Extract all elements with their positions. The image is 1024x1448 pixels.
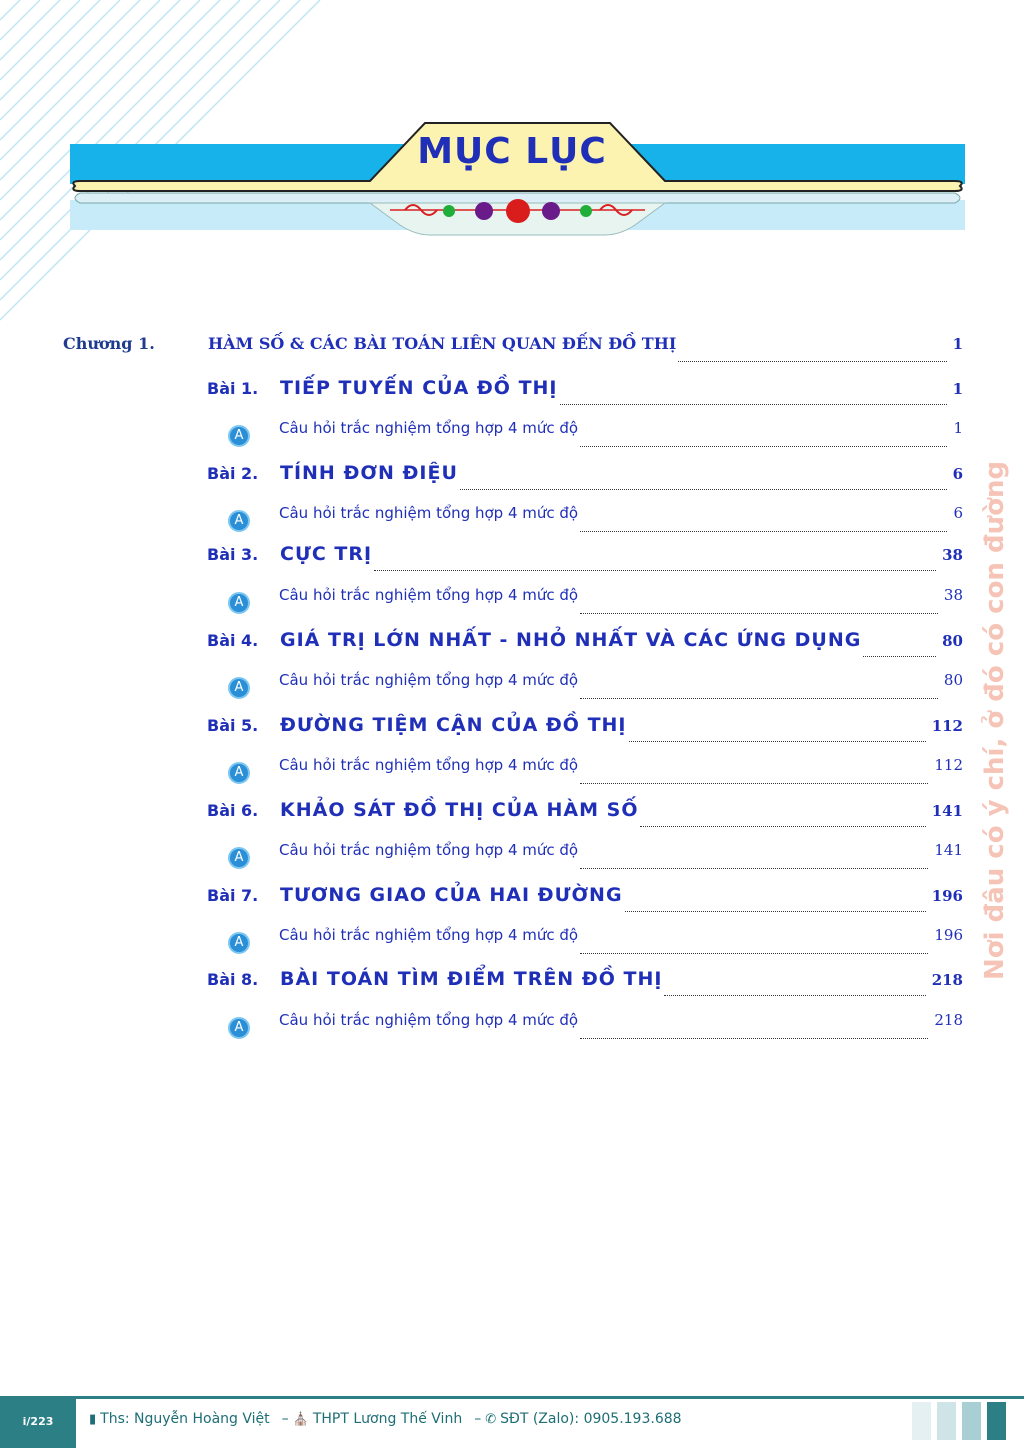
toc-sub-5[interactable] [228, 756, 963, 790]
footer-author: Ths: Nguyễn Hoàng Việt [100, 1411, 270, 1427]
dot-leader [629, 740, 926, 742]
toc-sub-8[interactable] [228, 1011, 963, 1045]
lesson-page: 196 [931, 887, 963, 905]
dot-leader [580, 952, 928, 954]
toc-sub-7[interactable] [228, 926, 963, 960]
chapter-label: Chương 1. [63, 334, 155, 353]
dot-leader [664, 994, 925, 996]
dot-leader [580, 445, 947, 447]
lesson-page: 38 [942, 546, 963, 564]
lesson-title: CỰC TRỊ [280, 543, 373, 565]
side-motto: Nơi đâu có ý chí, ở đó có con đường [980, 460, 1010, 980]
toc-lesson-8[interactable] [207, 968, 963, 1002]
dot-leader [625, 910, 926, 912]
section-a-badge-icon: A [228, 847, 250, 869]
chapter-page: 1 [952, 335, 963, 353]
footer-info [89, 1404, 686, 1434]
dot-leader [580, 612, 938, 614]
toc-lesson-1[interactable] [207, 377, 963, 411]
lesson-page: 1 [952, 380, 963, 398]
section-a-badge-icon: A [228, 1017, 250, 1039]
toc-sub-4[interactable] [228, 671, 963, 705]
footer-block [937, 1402, 956, 1440]
toc-lesson-7[interactable] [207, 884, 963, 918]
lesson-title: TIẾP TUYẾN CỦA ĐỒ THỊ [280, 377, 558, 399]
footer-phone: SĐT (Zalo): 0905.193.688 [500, 1411, 682, 1427]
lesson-page: 141 [931, 802, 963, 820]
lesson-label: Bài 1. [207, 379, 259, 398]
lesson-page: 6 [952, 465, 963, 483]
lesson-label: Bài 4. [207, 631, 259, 650]
dot-leader [580, 1037, 928, 1039]
dot-leader [863, 655, 936, 657]
sub-page: 1 [953, 419, 963, 437]
lesson-title: TƯƠNG GIAO CỦA HAI ĐƯỜNG [280, 884, 623, 906]
section-a-badge-icon: A [228, 510, 250, 532]
section-a-badge-icon: A [228, 932, 250, 954]
document-icon: ▮ [89, 1411, 97, 1427]
lesson-title: KHẢO SÁT ĐỒ THỊ CỦA HÀM SỐ [280, 799, 639, 821]
sub-title: Câu hỏi trắc nghiệm tổng hợp 4 mức độ [279, 419, 579, 437]
sub-page: 218 [934, 1011, 963, 1029]
footer-decor-blocks [912, 1402, 1024, 1440]
page-footer [0, 1396, 1024, 1448]
dot-leader [580, 697, 938, 699]
section-a-badge-icon: A [228, 592, 250, 614]
lesson-title: BÀI TOÁN TÌM ĐIỂM TRÊN ĐỒ THỊ [280, 968, 663, 990]
toc-lesson-2[interactable] [207, 462, 963, 496]
toc-lesson-3[interactable] [207, 543, 963, 577]
sub-page: 80 [943, 671, 963, 689]
sub-title: Câu hỏi trắc nghiệm tổng hợp 4 mức độ [279, 756, 579, 774]
sub-title: Câu hỏi trắc nghiệm tổng hợp 4 mức độ [279, 671, 579, 689]
dot-leader [580, 530, 947, 532]
lesson-page: 80 [942, 632, 963, 650]
lesson-label: Bài 6. [207, 801, 259, 820]
footer-school: THPT Lương Thế Vinh [312, 1411, 463, 1427]
section-a-badge-icon: A [228, 677, 250, 699]
lesson-label: Bài 5. [207, 716, 259, 735]
footer-separator: – [474, 1411, 482, 1427]
lesson-title: GIÁ TRỊ LỚN NHẤT - NHỎ NHẤT VÀ CÁC ỨNG DỤNG [280, 629, 862, 651]
school-building-icon: ⛪ [292, 1411, 309, 1427]
lesson-page: 112 [931, 717, 963, 735]
toc-sub-3[interactable] [228, 586, 963, 620]
sub-page: 196 [934, 926, 963, 944]
section-a-badge-icon: A [228, 425, 250, 447]
dot-leader [640, 825, 925, 827]
sub-page: 112 [934, 756, 963, 774]
lesson-title: ĐƯỜNG TIỆM CẬN CỦA ĐỒ THỊ [280, 714, 627, 736]
toc-sub-2[interactable] [228, 504, 963, 538]
toc-chapter-1[interactable] [63, 334, 963, 368]
footer-block [912, 1402, 931, 1440]
sub-title: Câu hỏi trắc nghiệm tổng hợp 4 mức độ [279, 586, 579, 604]
lesson-label: Bài 7. [207, 886, 259, 905]
toc-lesson-6[interactable] [207, 799, 963, 833]
dot-leader [560, 403, 947, 405]
dot-leader [374, 569, 936, 571]
chapter-title: HÀM SỐ & CÁC BÀI TOÁN LIÊN QUAN ĐẾN ĐỒ THỊ [208, 334, 677, 353]
sub-page: 141 [934, 841, 963, 859]
sub-title: Câu hỏi trắc nghiệm tổng hợp 4 mức độ [279, 504, 579, 522]
dot-leader [460, 488, 947, 490]
sub-page: 6 [953, 504, 963, 522]
sub-page: 38 [943, 586, 963, 604]
sub-title: Câu hỏi trắc nghiệm tổng hợp 4 mức độ [279, 841, 579, 859]
toc-lesson-4[interactable] [207, 629, 963, 663]
section-a-badge-icon: A [228, 762, 250, 784]
toc-sub-6[interactable] [228, 841, 963, 875]
footer-block [962, 1402, 981, 1440]
phone-icon: ✆ [485, 1411, 497, 1427]
toc-lesson-5[interactable] [207, 714, 963, 748]
sub-title: Câu hỏi trắc nghiệm tổng hợp 4 mức độ [279, 1011, 579, 1029]
footer-block [987, 1402, 1006, 1440]
lesson-label: Bài 3. [207, 545, 259, 564]
toc-sub-1[interactable] [228, 419, 963, 453]
page-title: MỤC LỤC [417, 131, 607, 172]
footer-separator: – [281, 1411, 289, 1427]
sub-title: Câu hỏi trắc nghiệm tổng hợp 4 mức độ [279, 926, 579, 944]
lesson-title: TÍNH ĐƠN ĐIỆU [280, 462, 458, 484]
footer-page-number: i/223 [0, 1399, 76, 1448]
dot-leader [580, 867, 928, 869]
dot-leader [678, 360, 946, 362]
lesson-label: Bài 8. [207, 970, 259, 989]
footer-rule [0, 1396, 1024, 1399]
lesson-page: 218 [931, 971, 963, 989]
dot-leader [580, 782, 928, 784]
lesson-label: Bài 2. [207, 464, 259, 483]
